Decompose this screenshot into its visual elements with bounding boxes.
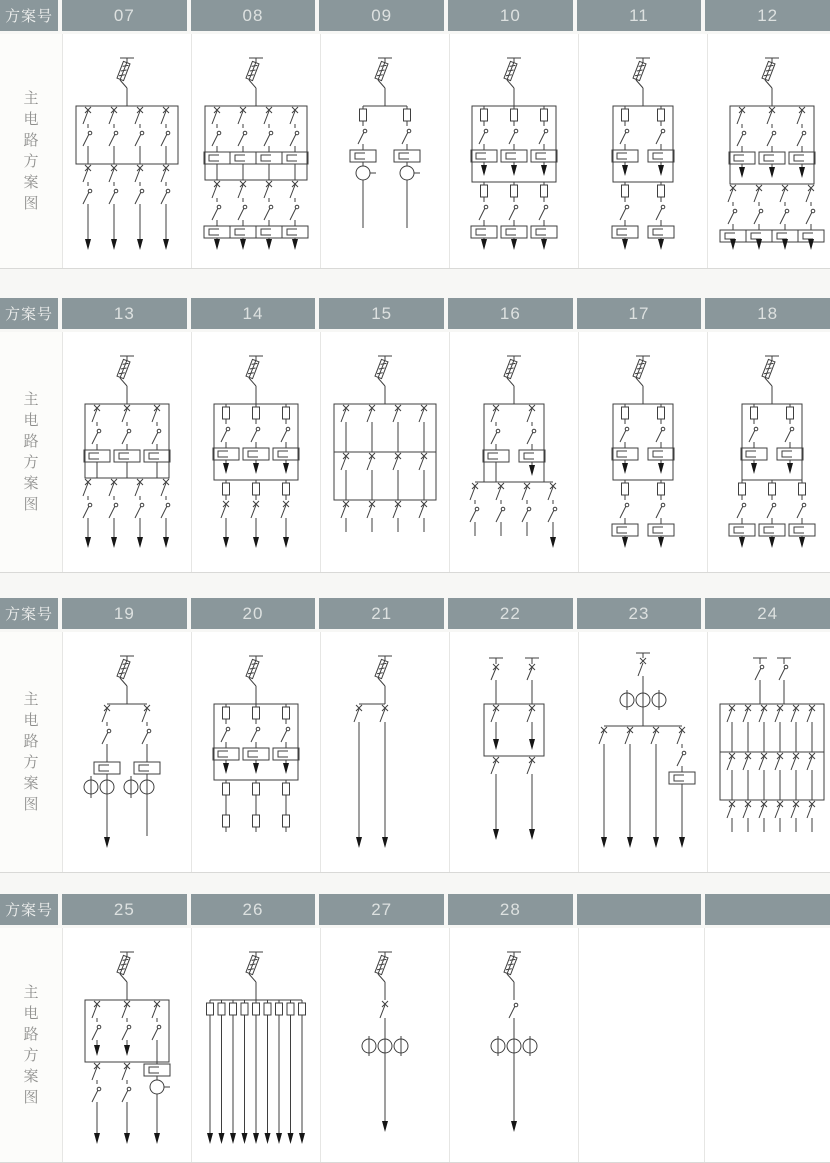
scheme-17-diagram xyxy=(579,332,707,572)
scheme-cell-17 xyxy=(578,332,707,572)
scheme-band-header xyxy=(0,0,830,31)
scheme-header-20: 20 xyxy=(191,598,316,629)
scheme-number-row-label: 方案号 xyxy=(0,0,58,31)
scheme-15-diagram xyxy=(321,332,449,572)
label-char: 方 xyxy=(23,754,39,771)
scheme-number-row-label: 方案号 xyxy=(0,298,58,329)
scheme-18-diagram xyxy=(708,332,830,572)
scheme-cell-24 xyxy=(707,632,830,872)
scheme-08-diagram xyxy=(192,34,320,268)
scheme-09-diagram xyxy=(321,34,449,268)
scheme-header-empty xyxy=(705,894,830,925)
scheme-header-08: 08 xyxy=(191,0,316,31)
scheme-cell-07 xyxy=(62,34,191,268)
scheme-25-diagram xyxy=(63,928,191,1162)
scheme-23-diagram xyxy=(579,632,707,872)
label-char: 电 xyxy=(23,712,39,729)
label-char: 电 xyxy=(23,1005,39,1022)
label-char: 主 xyxy=(23,391,39,408)
scheme-band-header xyxy=(0,894,830,925)
scheme-header-19: 19 xyxy=(62,598,187,629)
label-char: 方 xyxy=(23,153,39,170)
scheme-header-26: 26 xyxy=(191,894,316,925)
scheme-band-4 xyxy=(0,894,830,1163)
scheme-14-diagram xyxy=(192,332,320,572)
scheme-band-body xyxy=(0,928,830,1163)
label-char: 路 xyxy=(23,733,39,750)
scheme-19-diagram xyxy=(63,632,191,872)
scheme-13-diagram xyxy=(63,332,191,572)
scheme-27-diagram xyxy=(321,928,449,1162)
scheme-cell-16 xyxy=(449,332,578,572)
scheme-cell-08 xyxy=(191,34,320,268)
scheme-cell-14 xyxy=(191,332,320,572)
scheme-cell-25 xyxy=(62,928,191,1162)
scheme-header-17: 17 xyxy=(577,298,702,329)
scheme-band-header xyxy=(0,298,830,329)
label-char: 路 xyxy=(23,1026,39,1043)
label-char: 主 xyxy=(23,691,39,708)
scheme-header-empty xyxy=(577,894,702,925)
scheme-header-07: 07 xyxy=(62,0,187,31)
label-char: 图 xyxy=(23,496,39,513)
label-char: 案 xyxy=(23,174,39,191)
main-circuit-diagram-label xyxy=(0,332,62,572)
scheme-header-13: 13 xyxy=(62,298,187,329)
scheme-header-23: 23 xyxy=(577,598,702,629)
scheme-header-16: 16 xyxy=(448,298,573,329)
label-char: 案 xyxy=(23,475,39,492)
label-char: 案 xyxy=(23,775,39,792)
scheme-header-15: 15 xyxy=(319,298,444,329)
scheme-22-diagram xyxy=(450,632,578,872)
scheme-band-body xyxy=(0,34,830,269)
scheme-header-09: 09 xyxy=(319,0,444,31)
main-circuit-diagram-label xyxy=(0,928,62,1162)
scheme-11-diagram xyxy=(579,34,707,268)
label-char: 电 xyxy=(23,412,39,429)
scheme-band-header xyxy=(0,598,830,629)
label-char: 案 xyxy=(23,1068,39,1085)
scheme-cell-21 xyxy=(320,632,449,872)
scheme-band-1 xyxy=(0,0,830,269)
label-char: 电 xyxy=(23,111,39,128)
label-char: 图 xyxy=(23,195,39,212)
scheme-cell-15 xyxy=(320,332,449,572)
label-char: 路 xyxy=(23,132,39,149)
main-circuit-diagram-label xyxy=(0,632,62,872)
scheme-number-row-label: 方案号 xyxy=(0,598,58,629)
label-char: 方 xyxy=(23,454,39,471)
scheme-header-24: 24 xyxy=(705,598,830,629)
scheme-12-diagram xyxy=(708,34,830,268)
scheme-20-diagram xyxy=(192,632,320,872)
scheme-header-14: 14 xyxy=(191,298,316,329)
scheme-header-21: 21 xyxy=(319,598,444,629)
scheme-header-11: 11 xyxy=(577,0,702,31)
scheme-cell-23 xyxy=(578,632,707,872)
scheme-cell-27 xyxy=(320,928,449,1162)
scheme-cell-12 xyxy=(707,34,830,268)
label-char: 路 xyxy=(23,433,39,450)
scheme-07-diagram xyxy=(63,34,191,268)
scheme-cell-22 xyxy=(449,632,578,872)
scheme-26-diagram xyxy=(192,928,320,1162)
scheme-cell-20 xyxy=(191,632,320,872)
scheme-cell-11 xyxy=(578,34,707,268)
scheme-header-18: 18 xyxy=(705,298,830,329)
scheme-header-10: 10 xyxy=(448,0,573,31)
scheme-cell-09 xyxy=(320,34,449,268)
scheme-cell-13 xyxy=(62,332,191,572)
scheme-header-12: 12 xyxy=(705,0,830,31)
scheme-16-diagram xyxy=(450,332,578,572)
scheme-header-22: 22 xyxy=(448,598,573,629)
scheme-header-25: 25 xyxy=(62,894,187,925)
label-char: 主 xyxy=(23,984,39,1001)
scheme-cell-empty xyxy=(578,928,704,1162)
scheme-cell-10 xyxy=(449,34,578,268)
scheme-21-diagram xyxy=(321,632,449,872)
scheme-band-2 xyxy=(0,298,830,573)
scheme-header-27: 27 xyxy=(319,894,444,925)
label-char: 图 xyxy=(23,796,39,813)
scheme-cell-28 xyxy=(449,928,578,1162)
scheme-band-body xyxy=(0,632,830,873)
main-circuit-diagram-label xyxy=(0,34,62,268)
scheme-cell-18 xyxy=(707,332,830,572)
scheme-cell-empty xyxy=(704,928,830,1162)
scheme-number-row-label: 方案号 xyxy=(0,894,58,925)
scheme-band-3 xyxy=(0,598,830,873)
scheme-header-28: 28 xyxy=(448,894,573,925)
scheme-28-diagram xyxy=(450,928,578,1162)
scheme-cell-26 xyxy=(191,928,320,1162)
label-char: 图 xyxy=(23,1089,39,1106)
scheme-10-diagram xyxy=(450,34,578,268)
scheme-band-body xyxy=(0,332,830,573)
label-char: 主 xyxy=(23,90,39,107)
scheme-24-diagram xyxy=(708,632,830,872)
scheme-cell-19 xyxy=(62,632,191,872)
label-char: 方 xyxy=(23,1047,39,1064)
